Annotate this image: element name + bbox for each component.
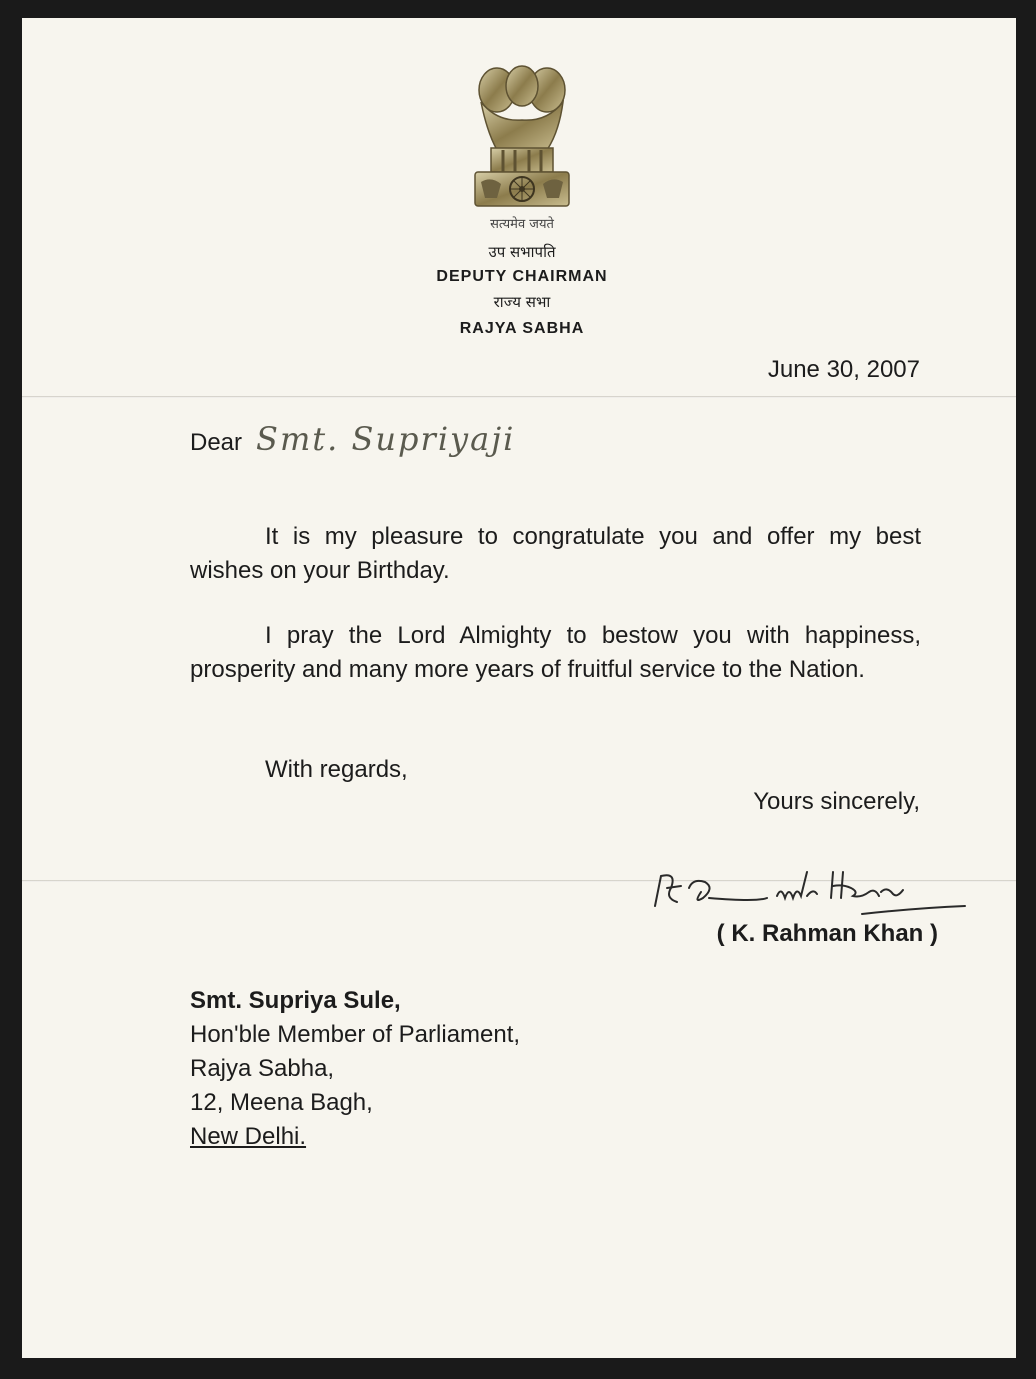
recipient-address-line-3: 12, Meena Bagh, <box>190 1089 373 1116</box>
house-name-hindi: राज्य सभा <box>493 293 551 311</box>
recipient-address-line-2: Rajya Sabha, <box>190 1055 335 1082</box>
salutation <box>190 420 515 458</box>
office-title-hindi: उप सभापति <box>488 243 556 261</box>
ashoka-emblem-icon <box>467 62 577 222</box>
letter-date: June 30, 2007 <box>767 356 920 383</box>
regards-line: With regards, <box>265 756 408 783</box>
handwritten-recipient-name: Smt. Supriyaji <box>256 420 516 458</box>
recipient-address-line-1: Hon'ble Member of Parliament, <box>190 1021 521 1048</box>
signer-name: ( K. Rahman Khan ) <box>716 920 938 947</box>
recipient-name: Smt. Supriya Sule, <box>190 987 401 1014</box>
office-title: DEPUTY CHAIRMAN <box>436 268 608 285</box>
fold-line-top <box>22 396 1016 398</box>
national-motto: सत्यमेव जयते <box>490 217 554 232</box>
house-name: RAJYA SABHA <box>459 320 585 337</box>
body-paragraph-2: I pray the Lord Almighty to bestow you with happiness, prosperity and many more years of fruitful service to the Nation. <box>190 622 921 683</box>
body-paragraph-1: It is my pleasure to congratulate you and offer my best wishes on your Birthday. <box>190 523 921 584</box>
recipient-address-line-4: New Delhi. <box>190 1123 307 1150</box>
signature-icon <box>647 858 967 928</box>
letter-page <box>22 18 1016 1358</box>
salutation-prefix: Dear <box>190 429 243 456</box>
closing-line: Yours sincerely, <box>753 788 920 815</box>
